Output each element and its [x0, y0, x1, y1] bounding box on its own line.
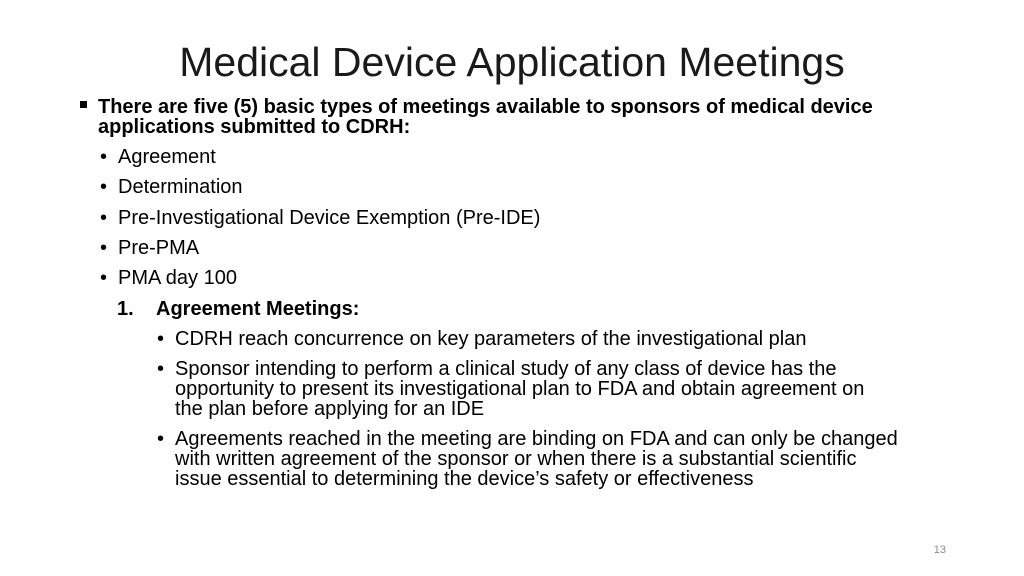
- bullet-dot-icon: •: [100, 237, 108, 259]
- section-heading: Agreement Meetings:: [156, 298, 360, 320]
- bullet-dot-icon: •: [100, 146, 108, 168]
- bullet-dot-icon: •: [100, 267, 108, 289]
- agreement-point-line: the plan before applying for an IDE: [175, 398, 485, 420]
- agreement-point: [175, 429, 898, 489]
- bullet-dot-icon: •: [157, 428, 165, 450]
- meeting-type-item: Determination: [118, 176, 243, 198]
- meeting-type-item: Pre-Investigational Device Exemption (Pre-IDE): [118, 207, 541, 229]
- agreement-point-line: CDRH reach concurrence on key parameters of the investigational plan: [175, 328, 807, 350]
- section-number: 1.: [117, 298, 134, 320]
- agreement-point-line: with written agreement of the sponsor or when there is a substantial scientific: [175, 448, 857, 470]
- page-number: 13: [933, 544, 946, 556]
- agreement-point-line: opportunity to present its investigational plan to FDA and obtain agreement on: [175, 378, 865, 400]
- agreement-point: [175, 359, 864, 419]
- meeting-type-item: Agreement: [118, 146, 216, 168]
- slide-title: Medical Device Application Meetings: [179, 39, 845, 85]
- bullet-dot-icon: •: [157, 328, 165, 350]
- intro-line-2: applications submitted to CDRH:: [98, 116, 411, 138]
- square-bullet-icon: [80, 101, 87, 108]
- agreement-point: [175, 329, 806, 349]
- bullet-dot-icon: •: [100, 176, 108, 198]
- agreement-point-line: Sponsor intending to perform a clinical study of any class of device has the: [175, 358, 837, 380]
- bullet-dot-icon: •: [157, 358, 165, 380]
- meeting-type-item: Pre-PMA: [118, 237, 200, 259]
- bullet-dot-icon: •: [100, 207, 108, 229]
- agreement-point-line: Agreements reached in the meeting are binding on FDA and can only be changed: [175, 428, 898, 450]
- agreement-point-line: issue essential to determining the device’s safety or effectiveness: [175, 468, 754, 490]
- intro-line-1: There are five (5) basic types of meetings available to sponsors of medical device: [98, 96, 873, 118]
- meeting-type-item: PMA day 100: [118, 267, 237, 289]
